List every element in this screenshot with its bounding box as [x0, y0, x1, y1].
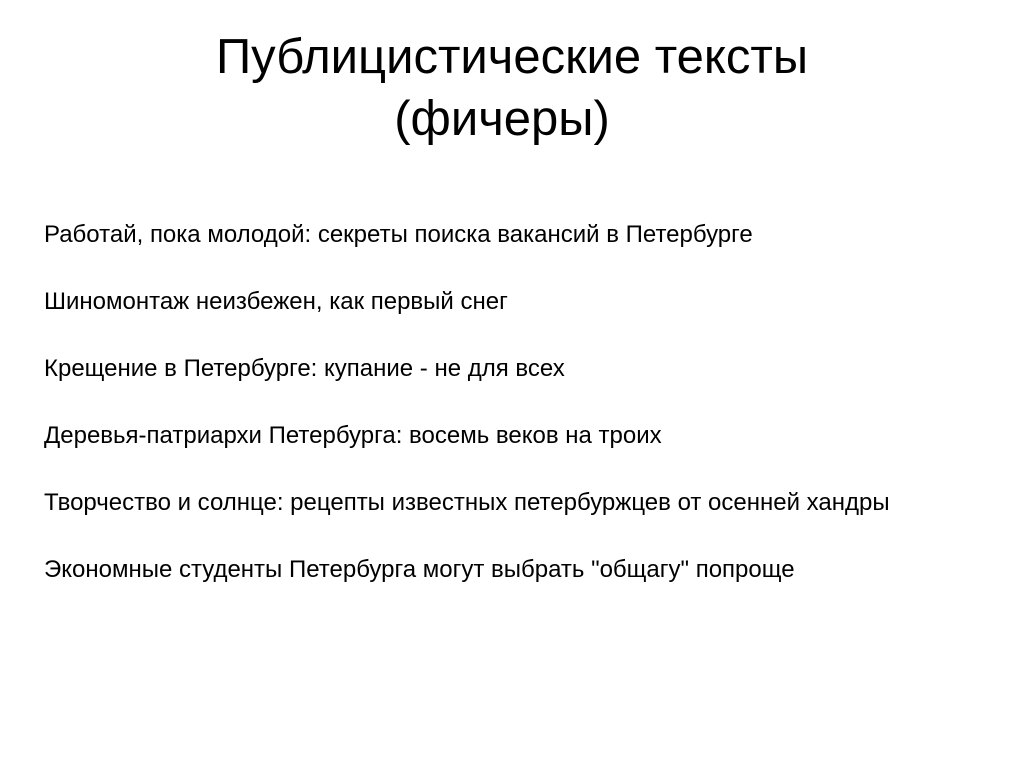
slide-title-line-2: (фичеры)	[394, 92, 610, 146]
list-item: Деревья-патриархи Петербурга: восемь веков на троих	[44, 422, 662, 449]
headline-list	[44, 218, 974, 586]
list-item: Экономные студенты Петербурга могут выбрать "общагу" попроще	[44, 556, 795, 583]
list-item: Крещение в Петербурге: купание - не для всех	[44, 355, 565, 382]
list-item: Работай, пока молодой: секреты поиска вакансий в Петербурге	[44, 221, 753, 248]
slide-title	[0, 26, 1024, 150]
list-item: Шиномонтаж неизбежен, как первый снег	[44, 288, 508, 315]
slide-title-line-1: Публицистические тексты	[215, 30, 809, 84]
list-item: Творчество и солнце: рецепты известных петербуржцев от осенней хандры	[44, 489, 890, 516]
